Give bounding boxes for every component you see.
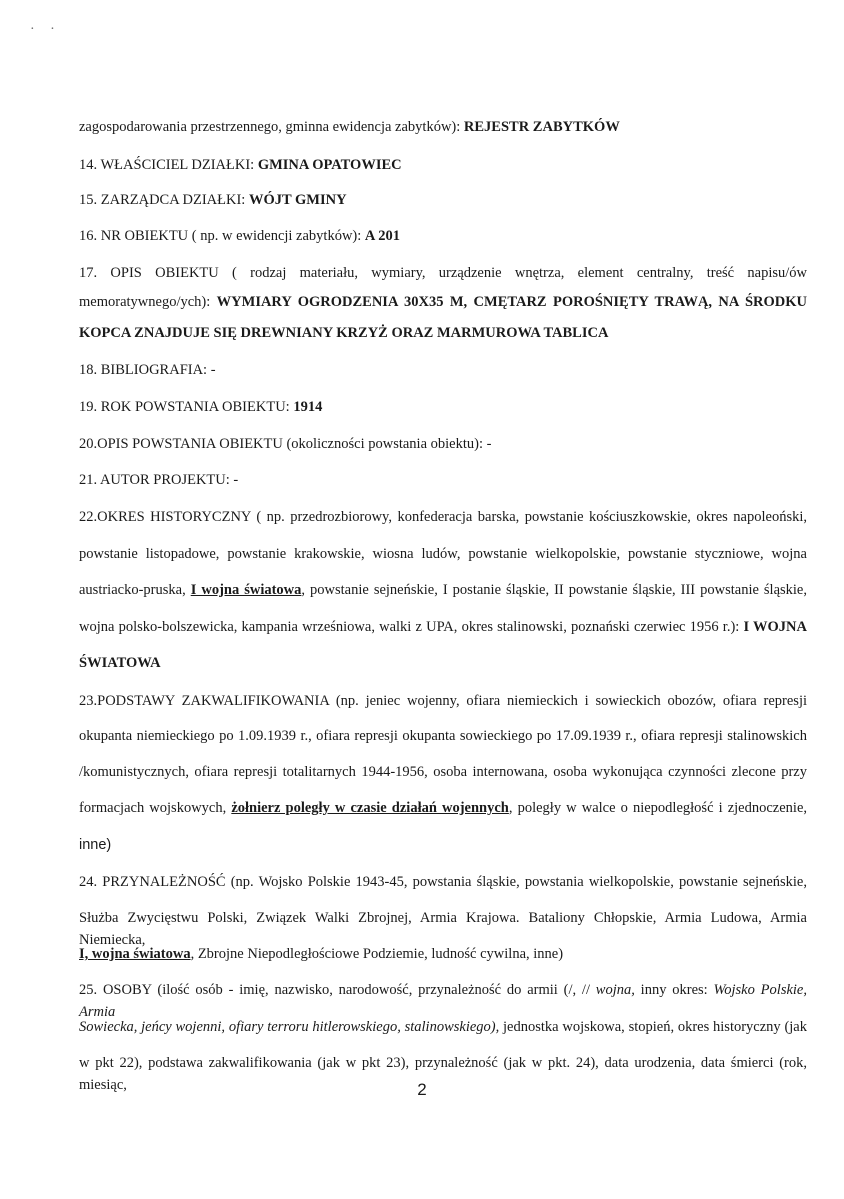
item-22-line3 — [79, 579, 807, 601]
item-14-label: 14. WŁAŚCICIEL DZIAŁKI: — [79, 157, 258, 173]
item-25-line3: w pkt 22), podstawa zakwalifikowania (jak w pkt 23), przynależność (jak w pkt. 24), data urodzenia, data śmierci (rok, miesiąc, — [79, 1055, 807, 1093]
item-25-italic-a: wojna, — [595, 982, 635, 998]
item-23-line4 — [79, 797, 807, 819]
item-21: 21. AUTOR PROJEKTU: - — [79, 472, 239, 488]
item-22-line2: powstanie listopadowe, powstanie krakowskie, wiosna ludów, powstanie wielkopolskie, powstanie styczniowe, wojna — [79, 546, 807, 562]
item-24-line2: Służba Zwycięstwu Polski, Związek Walki Zbrojnej, Armia Krajowa. Bataliony Chłopskie, Armia Ludowa, Armia Niemiecka, — [79, 910, 807, 948]
item-17-line3: KOPCA ZNAJDUJE SIĘ DREWNIANY KRZYŻ ORAZ MARMUROWA TABLICA — [79, 325, 609, 341]
item-22-line1: 22.OKRES HISTORYCZNY ( np. przedrozbiorowy, konfederacja barska, powstanie kościuszkowskie, okres napoleoński, — [79, 509, 807, 525]
item-23-line1: 23.PODSTAWY ZAKWALIFIKOWANIA (np. jeniec wojenny, ofiara niemieckich i sowieckich obozów, ofiara represji — [79, 693, 807, 709]
item-16-label: 16. NR OBIEKTU ( np. w ewidencji zabytków): — [79, 228, 365, 244]
item-22-value: I WOJNA — [743, 619, 807, 635]
item-25-text-a: 25. OSOBY (ilość osób - imię, nazwisko, narodowość, przynależność do armii (/, // — [79, 982, 596, 998]
item-16-value: A 201 — [364, 228, 400, 244]
item-24-line1: 24. PRZYNALEŻNOŚĆ (np. Wojsko Polskie 1943-45, powstania śląskie, powstania wielkopolskie, powstanie sejneńskie, — [79, 874, 807, 890]
item-19-value: 1914 — [293, 399, 323, 415]
item-24-text-b: , Zbrojne Niepodległościowe Podziemie, ludność cywilna, inne) — [190, 946, 564, 962]
item-17-value: WYMIARY OGRODZENIA 30X35 M, CMĘTARZ POROŚNIĘTY TRAWĄ, NA ŚRODKU — [216, 294, 807, 310]
item-20: 20.OPIS POWSTANIA OBIEKTU (okoliczności powstania obiektu): - — [79, 436, 492, 452]
page-number: 2 — [417, 1080, 427, 1099]
item-23-line3: /komunistycznych, ofiara represji totalitarnych 1944-1956, osoba internowana, osoba wykonująca czynności zlecone przy — [79, 764, 807, 780]
item-13 — [79, 116, 620, 138]
item-23-line2: okupanta niemieckiego po 1.09.1939 r., ofiara represji okupanta sowieckiego po 17.09.1939 r., ofiara represji stalinowskich — [79, 728, 807, 744]
item-24-underlined: I, wojna światowa — [79, 946, 191, 962]
item-25-text-c: jednostka wojskowa, stopień, okres historyczny (jak — [499, 1019, 807, 1035]
item-22-line5: ŚWIATOWA — [79, 655, 161, 671]
scan-artifact: · · — [30, 22, 61, 37]
item-23-line5: inne) — [79, 837, 112, 853]
item-14 — [79, 154, 402, 176]
item-25-line2 — [79, 1016, 807, 1038]
item-23-underlined: żołnierz poległy w czasie działań wojennych — [231, 800, 509, 816]
item-15 — [79, 189, 347, 211]
item-14-value: GMINA OPATOWIEC — [257, 157, 402, 173]
item-16 — [79, 225, 400, 247]
item-13-value: REJESTR ZABYTKÓW — [463, 119, 620, 135]
item-22-text-b: , powstanie sejneńskie, I postanie śląskie, II powstanie śląskie, III powstanie śląskie, — [301, 582, 807, 598]
item-25-italic-b: Wojsko Polskie, Armia — [79, 982, 807, 1020]
item-19 — [79, 396, 322, 418]
item-24-line3 — [79, 943, 563, 965]
item-17-line1: 17. OPIS OBIEKTU ( rodzaj materiału, wymiary, urządzenie wnętrza, element centralny, treść napisu/ów — [79, 265, 807, 281]
item-17-line2 — [79, 291, 807, 313]
item-23-text-b: , poległy w walce o niepodległość i zjednoczenie, — [508, 800, 808, 816]
item-22-text-a: austriacko-pruska, — [79, 582, 191, 598]
item-25-text-b: inny okres: — [634, 982, 714, 998]
item-23-text-a: formacjach wojskowych, — [79, 800, 232, 816]
item-22-line4 — [79, 616, 807, 638]
item-17-label: memoratywnego/ych): — [79, 294, 217, 310]
item-18: 18. BIBLIOGRAFIA: - — [79, 362, 216, 378]
item-13-label: zagospodarowania przestrzennego, gminna ewidencja zabytków): — [79, 119, 464, 135]
item-15-value: WÓJT GMINY — [248, 192, 347, 208]
item-22-label: wojna polsko-bolszewicka, kampania wrześniowa, walki z UPA, okres stalinowski, poznański czerwiec 1956 r.): — [79, 619, 744, 635]
item-19-label: 19. ROK POWSTANIA OBIEKTU: — [79, 399, 294, 415]
item-15-label: 15. ZARZĄDCA DZIAŁKI: — [79, 192, 249, 208]
item-22-underlined: I wojna światowa — [190, 582, 302, 598]
item-25-italic-c: Sowiecka, jeńcy wojenni, ofiary terroru hitlerowskiego, stalinowskiego), — [79, 1019, 500, 1035]
